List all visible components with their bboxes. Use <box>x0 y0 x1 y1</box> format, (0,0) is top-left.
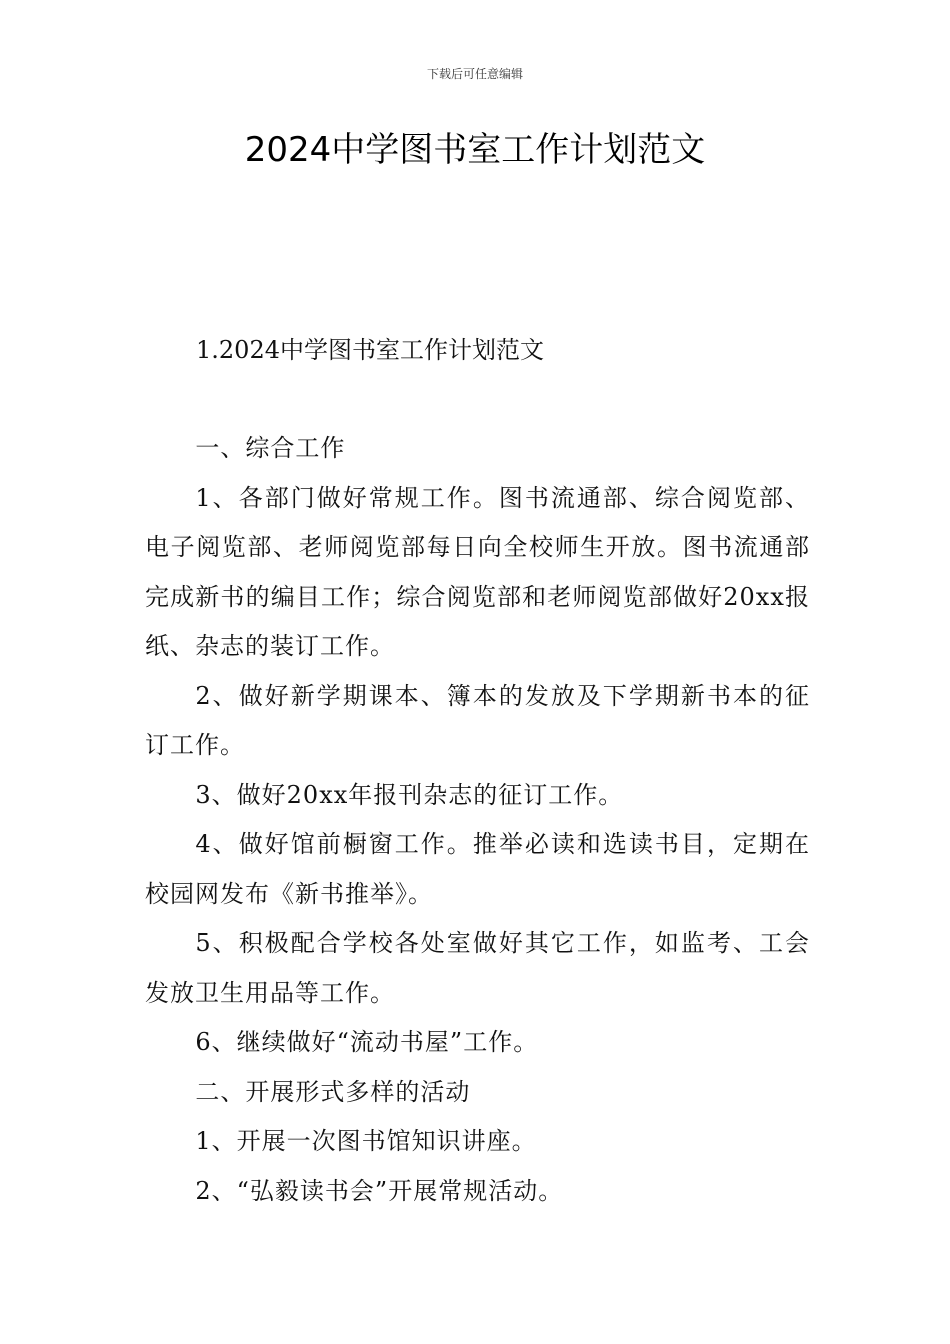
paragraph: 6、继续做好“流动书屋”工作。 <box>195 1028 539 1056</box>
paragraph: 3、做好20xx年报刊杂志的征订工作。 <box>195 780 624 809</box>
paragraph: 1、各部门做好常规工作。图书流通部、综合阅览部、电子阅览部、老师阅览部每日向全校师生开放。图书流通部完成新书的编目工作；综合阅览部和老师阅览部做好20xx报纸、杂志的装订工作。 <box>145 483 810 660</box>
paragraph: 5、积极配合学校各处室做好其它工作，如监考、工会发放卫生用品等工作。 <box>145 929 810 1007</box>
paragraph: 2、做好新学期课本、簿本的发放及下学期新书本的征订工作。 <box>145 681 810 759</box>
section-heading: 二、开展形式多样的活动 <box>195 1077 471 1106</box>
section-heading: 一、综合工作 <box>195 434 346 462</box>
header-note: 下载后可任意编辑 <box>426 67 523 81</box>
paragraph: 1、开展一次图书馆知识讲座。 <box>195 1127 537 1155</box>
document-body <box>145 424 810 1216</box>
paragraph: 2、“弘毅读书会”开展常规活动。 <box>195 1176 564 1205</box>
document-title: 2024中学图书室工作计划范文 <box>244 130 706 170</box>
paragraph: 4、做好馆前橱窗工作。推举必读和选读书目，定期在校园网发布《新书推举》。 <box>145 830 810 908</box>
document-subtitle: 1.2024中学图书室工作计划范文 <box>196 336 544 364</box>
